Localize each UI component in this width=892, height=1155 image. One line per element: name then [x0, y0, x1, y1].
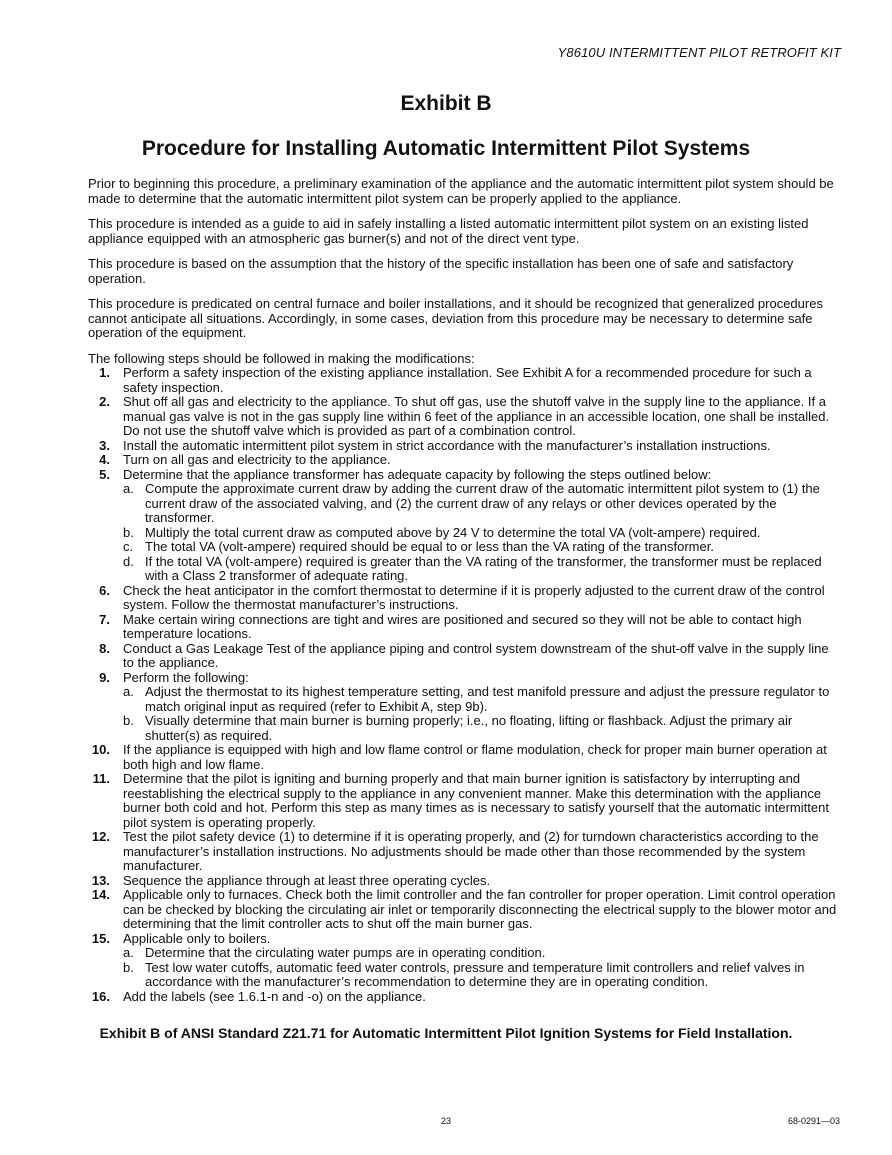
steps-intro: The following steps should be followed in making the modifications: — [88, 350, 475, 366]
substep-item — [123, 482, 840, 526]
step-item — [88, 888, 840, 932]
steps-list — [88, 366, 840, 1004]
substep-letter: a. — [123, 945, 134, 960]
step-number: 5. — [99, 466, 110, 482]
substep-letter: c. — [123, 539, 134, 554]
step-text: Install the automatic intermittent pilot system in strict accordance with the manufacturer’s installation instructions. — [123, 437, 771, 453]
step-number: 10. — [91, 742, 110, 757]
substep-letter: a. — [123, 684, 134, 699]
step-item — [88, 395, 840, 439]
step-number: 8. — [99, 640, 110, 656]
step-number: 14. — [91, 887, 110, 902]
substep-list — [123, 685, 840, 743]
step-number: 9. — [99, 669, 110, 685]
substep-text: Test low water cutoffs, automatic feed water controls, pressure and temperature limit controllers and relief valves in accordance with the manufacturer’s recommendation to determine they are in operating condition. — [145, 959, 805, 989]
step-text: Sequence the appliance through at least three operating cycles. — [123, 872, 491, 888]
step-number: 3. — [99, 437, 110, 453]
step-item — [88, 613, 840, 642]
page-number: 23 — [440, 1116, 451, 1126]
step-text: Applicable only to furnaces. Check both the limit controller and the fan controller for proper operation. Limit control operation can be checked by blocking the circulating air inlet or temporarily disconnecting the electrical supply to the blower motor and determining that the limit controller acts to shut off the main burner gas. — [123, 887, 837, 931]
procedure-title: Procedure for Installing Automatic Intermittent Pilot Systems — [141, 137, 751, 160]
substep-text: Compute the approximate current draw by adding the current draw of the automatic intermittent pilot system to (1) the current draw of the associated valving, and (2) the current draw of any relays or other devices operated by the transformer. — [145, 481, 820, 525]
step-number: 13. — [91, 872, 110, 888]
step-item — [88, 671, 840, 744]
substep-text: If the total VA (volt-ampere) required is greater than the VA rating of the transformer, the transformer must be replaced with a Class 2 transformer of adequate rating. — [145, 553, 822, 583]
step-number: 15. — [91, 930, 110, 946]
intro-paragraph: This procedure is based on the assumption that the history of the specific installation has been one of safe and satisfactory operation. — [88, 256, 794, 286]
step-number: 4. — [99, 452, 110, 467]
substep-text: Visually determine that main burner is burning properly; i.e., no floating, lifting or flashback. Adjust the primary air shutter(s) as required. — [145, 713, 793, 743]
step-item — [88, 772, 840, 830]
substep-item — [123, 685, 840, 714]
substep-list — [123, 482, 840, 584]
step-text: Turn on all gas and electricity to the appliance. — [123, 452, 391, 467]
step-item — [88, 874, 840, 889]
exhibit-caption: Exhibit B of ANSI Standard Z21.71 for Automatic Intermittent Pilot Ignition Systems for Field Installation. — [99, 1025, 793, 1041]
step-text: Test the pilot safety device (1) to determine if it is operating properly, and (2) for turndown characteristics according to the manufacturer’s installation instructions. No adjustments should be made other than those recommended by the system manufacturer. — [123, 829, 819, 873]
step-number: 16. — [91, 988, 110, 1004]
step-number: 2. — [99, 394, 110, 409]
step-number: 11. — [92, 771, 110, 786]
step-item — [88, 468, 840, 584]
step-item — [88, 642, 840, 671]
step-item — [88, 453, 840, 468]
intro-paragraph: Prior to beginning this procedure, a preliminary examination of the appliance and the automatic intermittent pilot system should be made to determine that the automatic intermittent pilot system can be properly applied to the appliance. — [88, 176, 834, 206]
step-item — [88, 990, 840, 1005]
substep-text: Multiply the total current draw as computed above by 24 V to determine the total VA (volt-ampere) required. — [145, 524, 761, 540]
substep-item — [123, 946, 840, 961]
substep-item — [123, 555, 840, 584]
step-text: Make certain wiring connections are tight and wires are positioned and secured so they will not be able to contact high temperature locations. — [123, 611, 802, 641]
intro-paragraph: This procedure is intended as a guide to aid in safely installing a listed automatic intermittent pilot system on an existing listed appliance equipped with an atmospheric gas burner(s) and not of the direct vent type. — [88, 216, 809, 246]
step-text: Check the heat anticipator in the comfort thermostat to determine if it is properly adjusted to the current draw of the control system. Follow the thermostat manufacturer’s instructions. — [123, 582, 825, 612]
step-item — [88, 743, 840, 772]
substep-letter: a. — [123, 481, 134, 496]
step-number: 12. — [91, 829, 110, 844]
step-text: Determine that the pilot is igniting and burning properly and that main burner ignition is satisfactory by interrupting and reestablishing the electrical supply to the appliance in any convenient manner. Make this determination with the appliance burner both cold and hot. Perform this step as many times as is necessary to satisfy yourself that the automatic intermittent pilot system is operating properly. — [123, 771, 829, 830]
substep-item — [123, 526, 840, 541]
step-text: Perform the following: — [123, 669, 249, 685]
exhibit-title: Exhibit B — [400, 92, 492, 115]
step-text: Perform a safety inspection of the existing appliance installation. See Exhibit A for a recommended procedure for such a safety inspection. — [123, 365, 812, 395]
substep-item — [123, 714, 840, 743]
step-text: Shut off all gas and electricity to the appliance. To shut off gas, use the shutoff valve in the supply line to the appliance. If a manual gas valve is not in the gas supply line within 6 feet of the appliance in an accessible location, one shall be installed. Do not use the shutoff valve which is provided as part of a combination control. — [123, 394, 830, 438]
substep-item — [123, 540, 840, 555]
step-item — [88, 584, 840, 613]
running-header-title: Y8610U INTERMITTENT PILOT RETROFIT KIT — [557, 45, 841, 60]
step-item — [88, 366, 840, 395]
intro-paragraph: This procedure is predicated on central furnace and boiler installations, and it should be recognized that generalized procedures cannot anticipate all situations. Accordingly, in some cases, deviation from this procedure may be necessary to determine safe operation of the equipment. — [88, 296, 823, 340]
substep-letter: b. — [123, 959, 134, 975]
substep-list — [123, 946, 840, 990]
substep-letter: b. — [123, 524, 134, 540]
step-text: Add the labels (see 1.6.1-n and -o) on the appliance. — [123, 988, 426, 1004]
step-item — [88, 830, 840, 874]
substep-letter: b. — [123, 713, 134, 728]
document-body — [88, 177, 840, 1004]
substep-text: Determine that the circulating water pumps are in operating condition. — [145, 945, 546, 960]
step-text: If the appliance is equipped with high and low flame control or flame modulation, check for proper main burner operation at both high and low flame. — [123, 742, 827, 772]
step-number: 1. — [99, 365, 110, 380]
substep-text: Adjust the thermostat to its highest temperature setting, and test manifold pressure and adjust the pressure regulator to match original input as required (refer to Exhibit A, step 9b). — [145, 684, 830, 714]
step-text: Determine that the appliance transformer has adequate capacity by following the steps outlined below: — [123, 466, 712, 482]
substep-letter: d. — [123, 553, 134, 569]
document-number: 68-0291—03 — [787, 1116, 840, 1126]
step-number: 7. — [99, 611, 110, 627]
step-item — [88, 439, 840, 454]
step-text: Applicable only to boilers. — [123, 930, 271, 946]
step-item — [88, 932, 840, 990]
substep-item — [123, 961, 840, 990]
step-number: 6. — [99, 582, 110, 598]
step-text: Conduct a Gas Leakage Test of the appliance piping and control system downstream of the shut-off valve in the supply line to the appliance. — [123, 640, 829, 670]
substep-text: The total VA (volt-ampere) required should be equal to or less than the VA rating of the transformer. — [145, 539, 714, 554]
